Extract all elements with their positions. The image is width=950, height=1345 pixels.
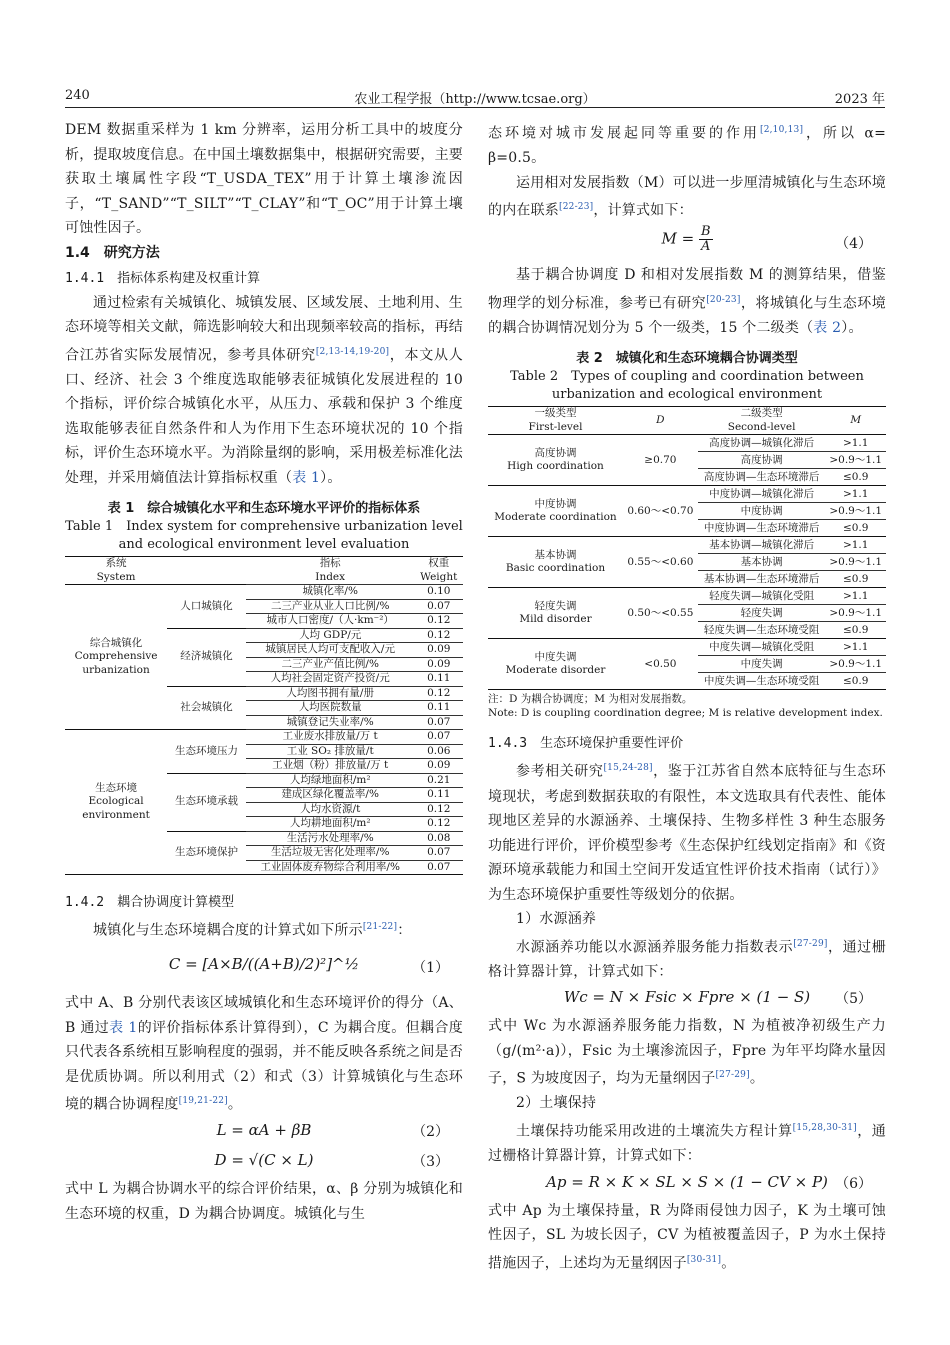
weight-cell: 0.07	[415, 860, 463, 875]
col-header-index: 指标 Index	[315, 557, 346, 583]
m-range-cell: ≤0.9	[825, 622, 886, 639]
weight-cell: 0.08	[415, 831, 463, 846]
table-row	[488, 435, 886, 452]
m-range-cell: ≤0.9	[825, 673, 886, 690]
citation[interactable]: [20-23]	[706, 294, 741, 305]
m-range-cell: ≤0.9	[825, 571, 886, 588]
weight-cell: 0.06	[415, 744, 463, 759]
index-cell: 人均水资源/t	[246, 802, 415, 817]
citation[interactable]: [22-23]	[559, 202, 594, 213]
subsection-heading: 1.4.1 指标体系构建及权重计算	[65, 270, 261, 286]
subheading-water: 1）水源涵养	[516, 911, 597, 928]
m-range-cell: >0.9～1.1	[825, 452, 886, 469]
m-range-cell: >0.9～1.1	[825, 605, 886, 622]
second-level-cell: 基本协调—生态环境滞后	[698, 571, 826, 588]
paragraph: 式中 L 为耦合协调水平的综合评价结果，α、β 分别为城镇化和生态环境的权重，D 为耦合协调度。城镇化与生	[65, 1181, 463, 1222]
index-cell: 工业固体废弃物综合利用率/%	[246, 860, 415, 875]
d-range-cell: 0.60～<0.70	[623, 486, 698, 537]
second-level-cell: 高度协调—城镇化滞后	[698, 435, 826, 452]
col-header-first-level: 一级类型 First-level	[528, 407, 583, 433]
page-number: 240	[65, 88, 90, 103]
index-cell: 二三产业产值比例/%	[246, 657, 415, 672]
weight-cell: 0.12	[415, 628, 463, 643]
group-cell: 社会城镇化	[167, 686, 246, 730]
paragraph: DEM 数据重采样为 1 km 分辨率，运用分析工具中的坡度分析，提取坡度信息。在中国土壤数据集中，根据研究需要，主要获取土壤属性字段“T_USDA_TEX”用于计算土壤渗流因子，“T_SAND”“T_SILT”“T_CLAY”和“T_OC”用于计算土壤可蚀性因子。	[65, 122, 463, 236]
right-column	[488, 118, 886, 1276]
second-level-cell: 中度失调—城镇化受阻	[698, 639, 826, 656]
table-row	[488, 486, 886, 503]
table2-caption: 表 2 城镇化和生态环境耦合协调类型 Table 2 Types of coupling and coordination between urbanization and ecological environment	[510, 351, 864, 403]
d-range-cell: 0.50～<0.55	[623, 588, 698, 639]
second-level-cell: 中度失调—生态环境受阻	[698, 673, 826, 690]
weight-cell: 0.11	[415, 672, 463, 687]
subheading-soil: 2）土壤保持	[516, 1095, 597, 1112]
citation[interactable]: [2,13-14,19-20]	[315, 346, 390, 357]
paragraph: 土壤保持功能采用改进的土壤流失方程计算[15,28,30-31]，通过栅格计算器计算，计算式如下：	[488, 1122, 886, 1165]
m-range-cell: >0.9～1.1	[825, 554, 886, 571]
weight-cell: 0.07	[415, 599, 463, 614]
first-level-cell: 中度协调 Moderate coordination	[488, 486, 623, 537]
weight-cell: 0.07	[415, 715, 463, 730]
index-cell: 工业 SO₂ 排放量/t	[246, 744, 415, 759]
citation[interactable]: [19,21-22]	[178, 1096, 228, 1107]
citation[interactable]: [21-22]	[362, 922, 398, 933]
d-range-cell: ≥0.70	[623, 435, 698, 486]
paragraph: 态环境对城市发展起同等重要的作用[2,10,13]，所以 α= β=0.5。	[488, 125, 886, 167]
second-level-cell: 基本协调	[698, 554, 826, 571]
second-level-cell: 轻度失调—城镇化受阻	[698, 588, 826, 605]
weight-cell: 0.12	[415, 614, 463, 629]
second-level-cell: 中度协调—城镇化滞后	[698, 486, 826, 503]
section-heading: 1.4 研究方法	[65, 244, 160, 261]
table1-caption: 表 1 综合城镇化水平和生态环境水平评价的指标体系 Table 1 Index system for comprehensive urbanization level and ecological environment level evaluation	[65, 501, 463, 553]
citation[interactable]: [27-29]	[793, 938, 828, 949]
subsection-heading: 1.4.3 生态环境保护重要性评价	[488, 736, 684, 752]
citation[interactable]: [15,24-28]	[603, 763, 653, 774]
index-cell: 人均医院数量	[246, 701, 415, 716]
index-cell: 城镇登记失业率/%	[246, 715, 415, 730]
index-cell: 城镇化率/%	[246, 585, 415, 600]
second-level-cell: 基本协调—城镇化滞后	[698, 537, 826, 554]
equation-5: Wc = N × Fsic × Fpre × (1 − S) （5）	[563, 988, 872, 1008]
year: 2023 年	[834, 92, 885, 107]
table2-note: 注：D 为耦合协调度；M 为相对发展指数。 Note: D is coupling coordination degree; M is relative development index.	[488, 689, 886, 720]
m-range-cell: >1.1	[825, 537, 886, 554]
paragraph: 通过检索有关城镇化、城镇发展、区域发展、土地利用、生态环境等相关文献，筛选影响较大和出现频率较高的指标，再结合江苏省实际发展情况，参考具体研究[2,13-14,19-20]，本文从人口、经济、社会 3 个维度选取能够表征城镇化发展进程的 10 个指标，评价综合城镇化水平，从压力、承载和保护 3 个维度选取能够表征自然条件和人为作用下生态环境状况的 10 个指标，评价生态环境水平。为消除量纲的影响，采用极差标准化法处理，并采用熵值法计算指标权重（表 1）。	[65, 294, 463, 486]
weight-cell: 0.12	[415, 686, 463, 701]
index-cell: 城镇居民人均可支配收入/元	[246, 643, 415, 658]
table-row	[65, 585, 463, 600]
second-level-cell: 高度协调—生态环境滞后	[698, 469, 826, 486]
weight-cell: 0.12	[415, 802, 463, 817]
group-cell: 生态环境压力	[167, 730, 246, 774]
col-header-d: D	[656, 414, 665, 427]
left-column	[65, 118, 463, 1226]
second-level-cell: 中度协调	[698, 503, 826, 520]
paragraph: 参考相关研究[15,24-28]，鉴于江苏省自然本底特征与生态环境现状，考虑到数据获取的有限性，本文选取具有代表性、能体现地区差异的水源涵养、土壤保持、生物多样性 3 种生态服务功能进行评价，评价模型参考《生态保护红线划定指南》和《资源环境承载能力和国土空间开发适宜性评价技术指南（试行）》为生态环境保护重要性等级划分的依据。	[488, 763, 886, 903]
second-level-cell: 高度协调	[698, 452, 826, 469]
group-cell: 人口城镇化	[167, 585, 246, 629]
equation-3: D = √(C × L) （3）	[214, 1151, 449, 1171]
paragraph: 基于耦合协调度 D 和相对发展指数 M 的测算结果，借鉴物理学的划分标准，参考已有研究[20-23]，将城镇化与生态环境的耦合协调情况划分为 5 个一级类，15 个二级类（表 2）。	[488, 267, 887, 336]
table2	[488, 406, 886, 689]
citation[interactable]: [15,28,30-31]	[792, 1122, 857, 1133]
col-header-system: 系统 System	[96, 557, 136, 583]
d-range-cell: 0.55～<0.60	[623, 537, 698, 588]
m-range-cell: >1.1	[825, 639, 886, 656]
first-level-cell: 中度失调 Moderate disorder	[488, 639, 623, 690]
paragraph: 式中 A、B 分别代表该区域城镇化和生态环境评价的得分（A、B 通过表 1的评价指标体系计算得到），C 为耦合度。但耦合度只代表各系统相互影响程度的强弱，并不能反映各系统之间是否是优质协调。所以利用式（2）和式（3）计算城镇化与生态环境的耦合协调程度[19,21-22]。	[65, 995, 463, 1113]
m-range-cell: ≤0.9	[825, 520, 886, 537]
m-range-cell: >0.9～1.1	[825, 656, 886, 673]
col-header-weight: 权重 Weight	[420, 557, 458, 583]
paragraph: 城镇化与生态环境耦合度的计算式如下所示[21-22]：	[93, 922, 412, 939]
weight-cell: 0.10	[415, 585, 463, 600]
equation-6: Ap = R × K × SL × S × (1 − CV × P) （6）	[546, 1172, 872, 1192]
weight-cell: 0.11	[415, 701, 463, 716]
first-level-cell: 高度协调 High coordination	[488, 435, 623, 486]
index-cell: 建成区绿化覆盖率/%	[246, 788, 415, 803]
m-range-cell: ≤0.9	[825, 469, 886, 486]
subsection-heading: 1.4.2 耦合协调度计算模型	[65, 895, 235, 911]
index-cell: 人均图书拥有量/册	[246, 686, 415, 701]
index-cell: 二三产业从业人口比例/%	[246, 599, 415, 614]
table-link[interactable]: 表 1	[292, 469, 321, 486]
first-level-cell: 基本协调 Basic coordination	[488, 537, 623, 588]
equation-1: C = [A×B/((A+B)/2)²]^½ （1）	[168, 955, 449, 977]
paragraph: 水源涵养功能以水源涵养服务能力指数表示[27-29]，通过栅格计算器计算，计算式如下：	[488, 938, 886, 980]
running-header	[65, 88, 885, 108]
index-cell: 工业废水排放量/万 t	[246, 730, 415, 745]
citation[interactable]: [27-29]	[715, 1070, 750, 1081]
table-row	[488, 639, 886, 656]
citation[interactable]: [2,10,13]	[759, 125, 804, 135]
m-range-cell: >0.9～1.1	[825, 503, 886, 520]
index-cell: 人均社会固定资产投资/元	[246, 672, 415, 687]
table-row	[65, 730, 463, 745]
table1	[65, 556, 463, 875]
group-cell: 生态环境保护	[167, 831, 246, 875]
index-cell: 人均绿地面积/m²	[246, 773, 415, 788]
col-header-second-level: 二级类型 Second-level	[727, 407, 796, 433]
first-level-cell: 轻度失调 Mild disorder	[488, 588, 623, 639]
col-header-m: M	[850, 414, 862, 427]
table-row	[488, 537, 886, 554]
weight-cell: 0.09	[415, 643, 463, 658]
equation-2: L = αA + βB （2）	[216, 1121, 449, 1141]
index-cell: 工业烟（粉）排放量/万 t	[246, 759, 415, 774]
weight-cell: 0.12	[415, 817, 463, 832]
m-range-cell: >1.1	[825, 588, 886, 605]
weight-cell: 0.21	[415, 773, 463, 788]
group-cell: 经济城镇化	[167, 628, 246, 686]
system-cell: 综合城镇化 Comprehensive urbanization	[65, 585, 167, 730]
index-cell: 生活垃圾无害化处理率/%	[246, 846, 415, 861]
index-cell: 生活污水处理率/%	[246, 831, 415, 846]
m-range-cell: >1.1	[825, 435, 886, 452]
table-link[interactable]: 表 2	[813, 319, 842, 336]
system-cell: 生态环境 Ecological environment	[65, 730, 167, 875]
index-cell: 人均 GDP/元	[246, 628, 415, 643]
paragraph: 运用相对发展指数（M）可以进一步厘清城镇化与生态环境的内在联系[22-23]，计算式如下：	[488, 174, 886, 219]
weight-cell: 0.11	[415, 788, 463, 803]
group-cell: 生态环境承载	[167, 773, 246, 831]
equation-4: M = $\frac{B}{A}$ （4）	[661, 224, 872, 255]
index-cell: 城市人口密度/（人·km⁻²）	[246, 614, 415, 629]
journal-name: 农业工程学报（http://www.tcsae.org）	[354, 92, 596, 107]
second-level-cell: 中度协调—生态环境滞后	[698, 520, 826, 537]
table-link[interactable]: 表 1	[109, 1019, 138, 1036]
weight-cell: 0.07	[415, 846, 463, 861]
second-level-cell: 轻度失调—生态环境受阻	[698, 622, 826, 639]
weight-cell: 0.09	[415, 657, 463, 672]
d-range-cell: <0.50	[623, 639, 698, 690]
citation[interactable]: [30-31]	[686, 1254, 722, 1265]
index-cell: 人均耕地面积/m²	[246, 817, 415, 832]
weight-cell: 0.09	[415, 759, 463, 774]
table-row	[488, 588, 886, 605]
second-level-cell: 轻度失调	[698, 605, 826, 622]
second-level-cell: 中度失调	[698, 656, 826, 673]
paragraph: 式中 Wc 为水源涵养服务能力指数，N 为植被净初级生产力（g/(m²·a)），Fsic 为土壤渗流因子，Fpre 为年平均降水量因子，S 为坡度因子，均为无量纲因子[27-29]。	[488, 1018, 886, 1087]
paragraph: 式中 Ap 为土壤保持量，R 为降雨侵蚀力因子，K 为土壤可蚀性因子，SL 为坡长因子，CV 为植被覆盖因子，P 为水土保持措施因子，上述均为无量纲因子[30-31]。	[488, 1202, 886, 1272]
weight-cell: 0.07	[415, 730, 463, 745]
m-range-cell: >1.1	[825, 486, 886, 503]
